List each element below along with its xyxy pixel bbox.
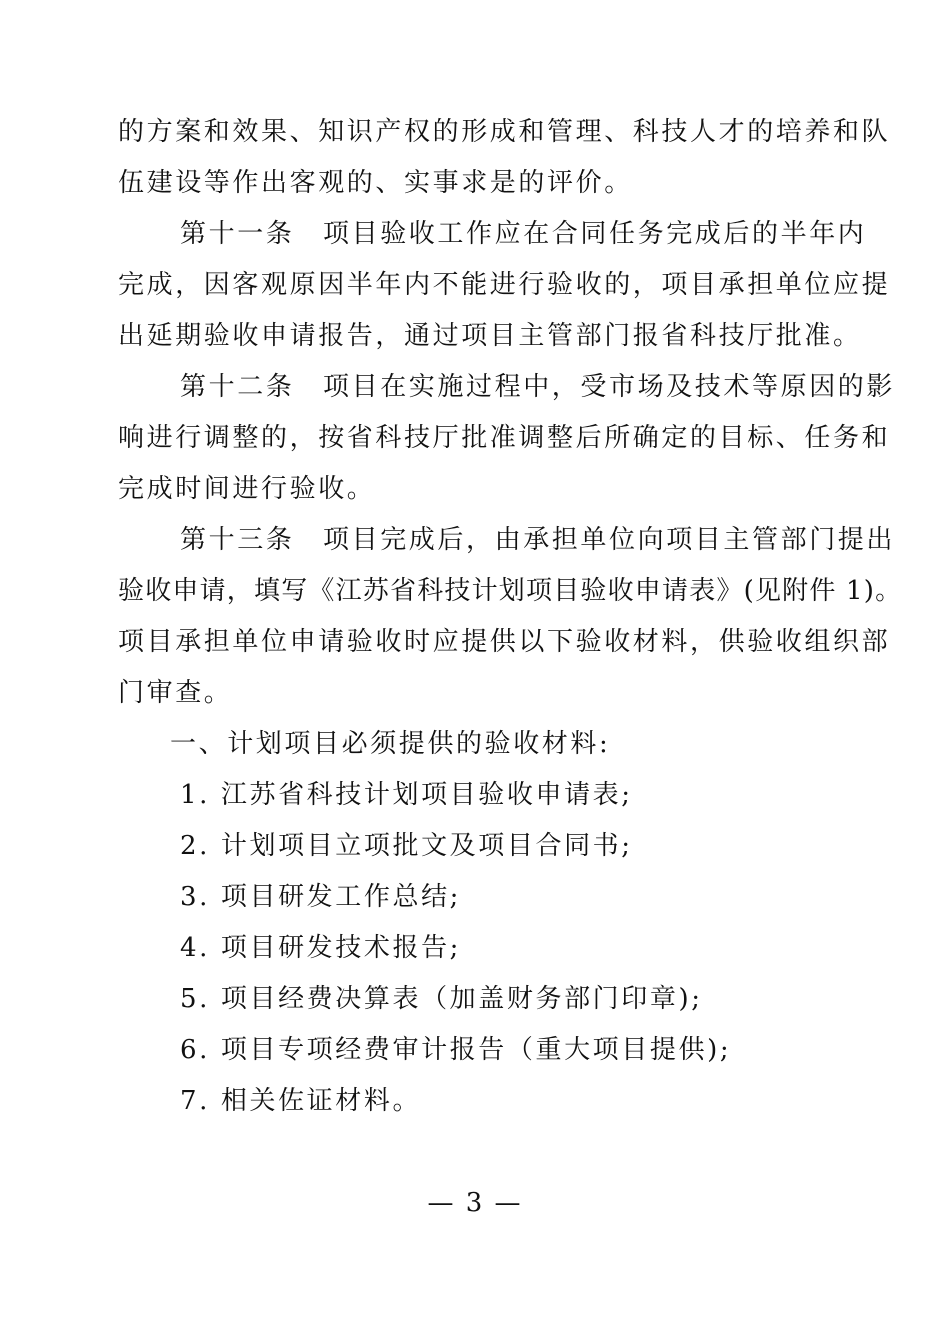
article-11-line-2: 完成，因客观原因半年内不能进行验收的，项目承担单位应提 <box>118 270 891 300</box>
list-item: 6. 项目专项经费审计报告（重大项目提供); <box>180 1035 732 1065</box>
paragraph-10-line-1: 的方案和效果、知识产权的形成和管理、科技人才的培养和队 <box>118 117 891 147</box>
section-heading: 一、计划项目必须提供的验收材料: <box>170 729 611 759</box>
list-item: 3. 项目研发工作总结; <box>180 882 462 912</box>
article-12-line-1: 第十二条 项目在实施过程中，受市场及技术等原因的影 <box>180 372 896 402</box>
article-13-line-2: 验收申请，填写《江苏省科技计划项目验收申请表》(见附件 1)。 <box>118 576 903 606</box>
paragraph-10-line-2: 伍建设等作出客观的、实事求是的评价。 <box>118 168 633 198</box>
list-item: 1. 江苏省科技计划项目验收申请表; <box>180 780 633 810</box>
list-item: 7. 相关佐证材料。 <box>180 1086 422 1116</box>
page-number: — 3 — <box>427 1188 523 1218</box>
article-11-line-3: 出延期验收申请报告，通过项目主管部门报省科技厅批准。 <box>118 321 862 351</box>
article-12-line-3: 完成时间进行验收。 <box>118 474 376 504</box>
article-11-line-1: 第十一条 项目验收工作应在合同任务完成后的半年内 <box>180 219 867 249</box>
list-item: 5. 项目经费决算表（加盖财务部门印章); <box>180 984 703 1014</box>
article-13-line-1: 第十三条 项目完成后，由承担单位向项目主管部门提出 <box>180 525 896 555</box>
list-item: 2. 计划项目立项批文及项目合同书; <box>180 831 633 861</box>
article-13-line-4: 门审查。 <box>118 678 233 708</box>
article-13-line-3: 项目承担单位申请验收时应提供以下验收材料，供验收组织部 <box>118 627 891 657</box>
list-item: 4. 项目研发技术报告; <box>180 933 462 963</box>
article-12-line-2: 响进行调整的，按省科技厅批准调整后所确定的目标、任务和 <box>118 423 891 453</box>
